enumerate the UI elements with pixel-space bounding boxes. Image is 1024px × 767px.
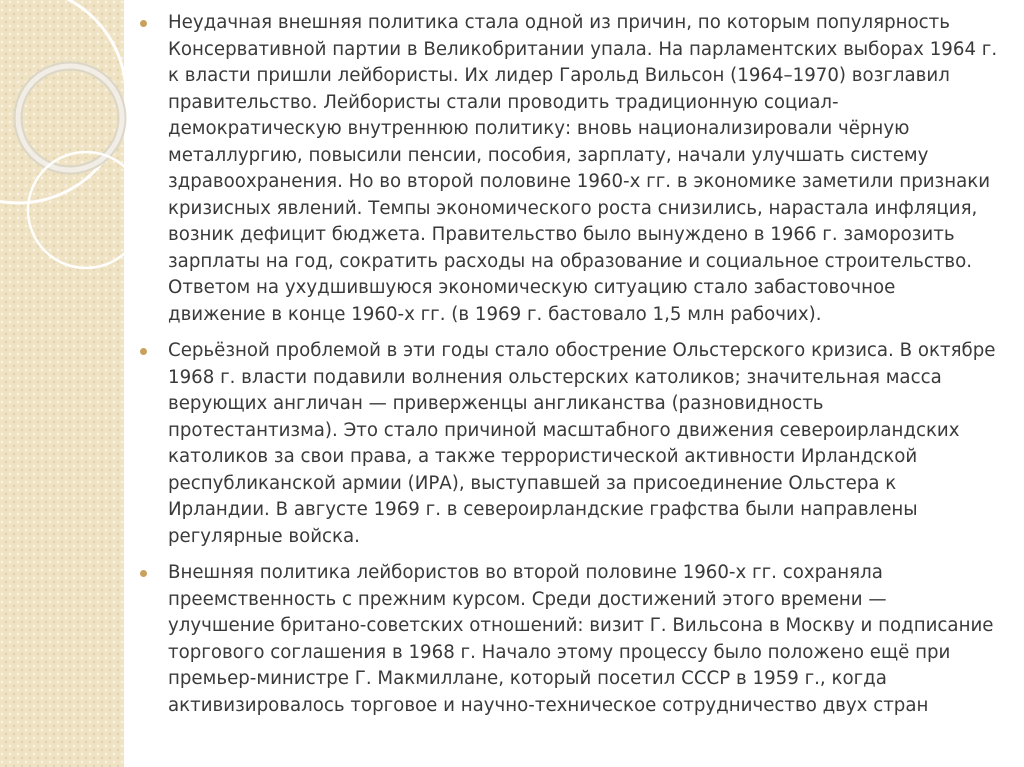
paragraph-text: Внешняя политика лейбористов во второй половине 1960-х гг. сохраняла преемственность с прежним курсом. Среди достижений этого времени — улучшение британо-советских отношений: визит Г. Вильсона в Москву и подписание торгового соглашения в 1968 г. Начало этому процессу было положено ещё при премьер-министре Г. Макмиллане, который посетил СССР в 1959 г., когда активизировалось торговое и научно-техническое сотрудничество двух стран	[168, 562, 994, 716]
decorative-side-panel	[0, 0, 124, 767]
bullet-dot-icon	[140, 348, 147, 355]
slide-content	[138, 10, 998, 729]
list-item	[138, 560, 998, 719]
bullet-dot-icon	[140, 20, 147, 27]
paragraph-text: Серьёзной проблемой в эти годы стало обострение Ольстерского кризиса. В октябре 1968 г. власти подавили волнения ольстерских католиков; значительная масса верующих англичан — приверженцы англиканства (разновидность протестантизма). Это стало причиной масштабного движения североирландских католиков за свои права, а также террористической активности Ирландской республиканской армии (ИРА), выступавшей за присоединение Ольстера к Ирландии. В августе 1969 г. в североирландские графства были направлены регулярные войска.	[168, 340, 996, 547]
list-item	[138, 10, 998, 328]
bullet-dot-icon	[140, 570, 147, 577]
paragraph-text: Неудачная внешняя политика стала одной из причин, по которым популярность Консервативной партии в Великобритании упала. На парламентских выборах 1964 г. к власти пришли лейбористы. Их лидер Гарольд Вильсон (1964–1970) возглавил правительство. Лейбористы стали проводить традиционную социал-демократическую внутреннюю политику: вновь национализировали чёрную металлургию, повысили пенсии, пособия, зарплату, начали улучшать систему здравоохранения. Но во второй половине 1960-х гг. в экономике заметили признаки кризисных явлений. Темпы экономического роста снизились, нарастала инфляция, возник дефицит бюджета. Правительство было вынуждено в 1966 г. заморозить зарплаты на год, сократить расходы на образование и социальное строительство. Ответом на ухудшившуюся экономическую ситуацию стало забастовочное движение в конце 1960-х гг. (в 1969 г. бастовало 1,5 млн рабочих).	[168, 12, 998, 325]
list-item	[138, 338, 998, 550]
